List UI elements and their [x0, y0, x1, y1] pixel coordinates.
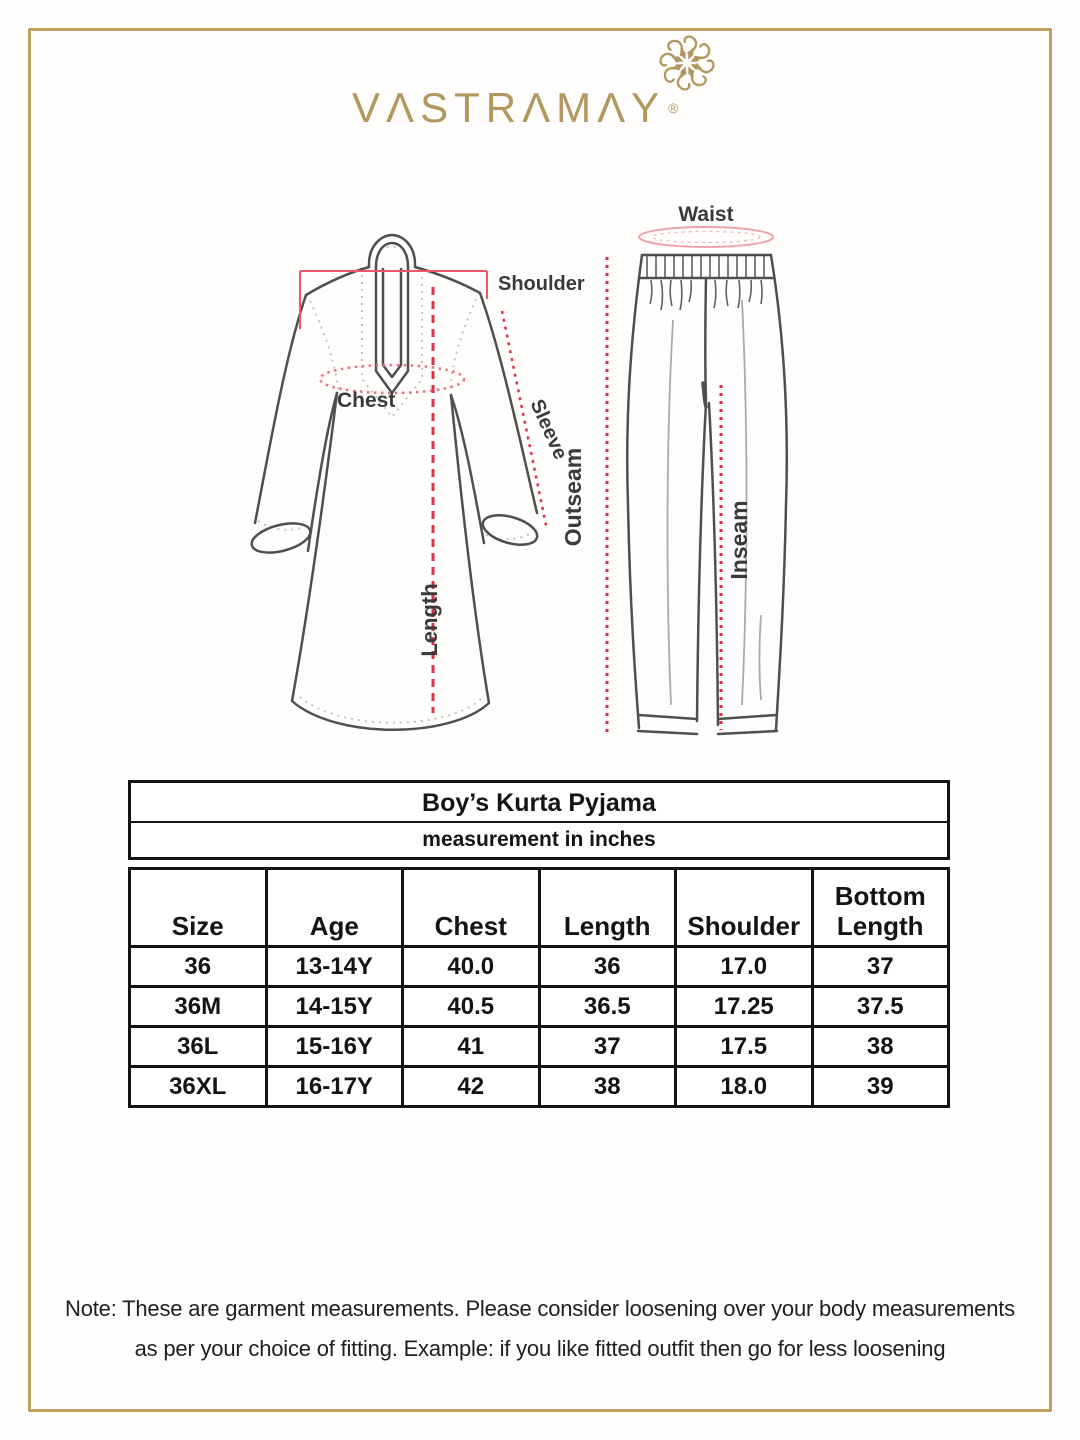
cell-shoulder: 17.25 — [676, 987, 813, 1027]
size-row-36m — [130, 987, 949, 1027]
size-chart-header-row — [130, 869, 949, 947]
col-header-age: Age — [266, 869, 403, 947]
col-header-size: Size — [130, 869, 267, 947]
brand-logo-text: VΛSTRΛMΛY — [352, 84, 666, 131]
cell-length: 38 — [539, 1067, 676, 1107]
measurement-note-line-1: Note: These are garment measurements. Please consider loosening over your body measurements — [65, 1296, 1015, 1321]
cell-chest: 40.0 — [403, 947, 540, 987]
cell-bottom-length: 37.5 — [812, 987, 949, 1027]
cell-chest: 40.5 — [403, 987, 540, 1027]
kurta-length-label: Length — [417, 583, 442, 657]
size-chart-title: Boy’s Kurta Pyjama — [131, 783, 947, 823]
pyjama-inseam-label: Inseam — [726, 500, 752, 580]
pyjama-waist-measure-ellipse — [639, 227, 773, 247]
cell-bottom-length: 37 — [812, 947, 949, 987]
size-row-36l — [130, 1027, 949, 1067]
size-chart-title-box — [128, 780, 950, 860]
cell-shoulder: 18.0 — [676, 1067, 813, 1107]
col-header-shoulder: Shoulder — [676, 869, 813, 947]
kurta-outline — [249, 235, 541, 730]
pyjama-measurement-diagram — [555, 185, 935, 765]
cell-length: 36.5 — [539, 987, 676, 1027]
size-chart-table — [128, 867, 950, 1108]
col-header-length: Length — [539, 869, 676, 947]
cell-age: 14-15Y — [266, 987, 403, 1027]
cell-age: 15-16Y — [266, 1027, 403, 1067]
measurement-note — [40, 1289, 1040, 1369]
cell-shoulder: 17.5 — [676, 1027, 813, 1067]
cell-size: 36XL — [130, 1067, 267, 1107]
registered-trademark-symbol: ® — [668, 100, 679, 116]
cell-bottom-length: 38 — [812, 1027, 949, 1067]
measurement-note-line-2: as per your choice of fitting. Example: if you like fitted outfit then go for less loosening — [134, 1336, 946, 1361]
kurta-shoulder-measure-line — [300, 271, 487, 329]
pyjama-outseam-label: Outseam — [560, 447, 586, 547]
cell-age: 13-14Y — [266, 947, 403, 987]
cell-age: 16-17Y — [266, 1067, 403, 1107]
kurta-sleeve-label: Sleeve — [525, 396, 572, 463]
pyjama-waist-label: Waist — [678, 203, 734, 226]
size-row-36 — [130, 947, 949, 987]
col-header-bottom-length: Bottom Length — [812, 869, 949, 947]
brand-ornament-icon — [656, 34, 718, 92]
cell-bottom-length: 39 — [812, 1067, 949, 1107]
cell-chest: 42 — [403, 1067, 540, 1107]
cell-chest: 41 — [403, 1027, 540, 1067]
cell-length: 36 — [539, 947, 676, 987]
cell-size: 36 — [130, 947, 267, 987]
kurta-chest-label: Chest — [337, 389, 396, 412]
size-row-36xl — [130, 1067, 949, 1107]
kurta-measurement-diagram — [240, 183, 600, 773]
cell-size: 36M — [130, 987, 267, 1027]
kurta-shoulder-label: Shoulder — [498, 273, 585, 295]
size-chart-subtitle: measurement in inches — [422, 828, 656, 851]
size-chart — [128, 780, 950, 1108]
cell-size: 36L — [130, 1027, 267, 1067]
cell-shoulder: 17.0 — [676, 947, 813, 987]
col-header-chest: Chest — [403, 869, 540, 947]
cell-length: 37 — [539, 1027, 676, 1067]
pyjama-outline — [627, 255, 787, 734]
